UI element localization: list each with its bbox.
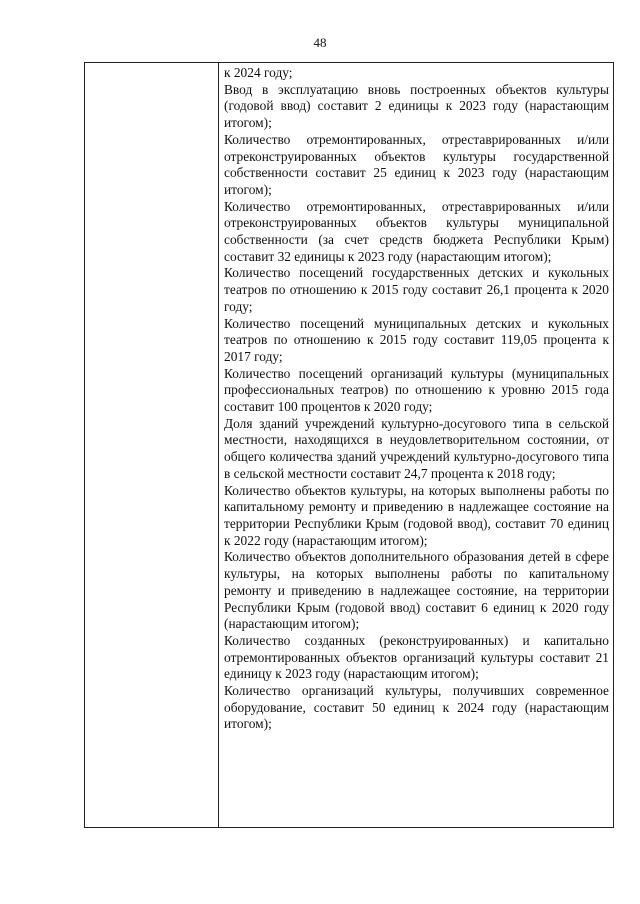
- paragraph: Количество созданных (реконструированных) и капитально отремонтированных объектов организаций культуры составит 21 единицу к 2023 году (нарастающим итогом);: [224, 632, 609, 682]
- table-row: [85, 63, 614, 828]
- paragraph: Количество посещений муниципальных детских и кукольных театров по отношению к 2015 году составит 119,05 процента к 2017 году;: [224, 315, 609, 364]
- paragraph: Ввод в эксплуатацию вновь построенных объектов культуры (годовой ввод) составит 2 единицы к 2023 году (нарастающим итогом);: [224, 81, 609, 131]
- paragraph: Доля зданий учреждений культурно-досугового типа в сельской местности, находящихся в неудовлетворительном состоянии, от общего количества зданий учреждений культурно-досугового типа в сельской местности составит 24,7 процента к 2018 году;: [224, 415, 609, 481]
- page-number: 48: [313, 35, 327, 50]
- indicators-cell: [219, 63, 614, 828]
- paragraph: Количество объектов культуры, на которых выполнены работы по капитальному ремонту и приведению в надлежащее состояние на территории Республики Крым (годовой ввод), составит 70 единиц к 2022 году (нарастающим итогом);: [224, 482, 609, 548]
- left-cell-empty: [85, 63, 219, 828]
- paragraph: Количество отремонтированных, отреставрированных и/или отреконструированных объектов культуры государственной собственности составит 25 единиц к 2023 году (нарастающим итогом);: [224, 131, 609, 197]
- paragraph: Количество объектов дополнительного образования детей в сфере культуры, на которых выполнены работы по капитальному ремонту и приведению в надлежащее состояние, на территории Республики Крым (годовой ввод) составит 6 единиц к 2020 году (нарастающим итогом);: [224, 549, 609, 632]
- indicators-table: [84, 62, 614, 828]
- paragraph: Количество посещений организаций культуры (муниципальных профессиональных театров) по отношению к уровню 2015 года составит 100 процентов к 2020 году;: [224, 365, 609, 415]
- paragraph: Количество организаций культуры, получивших современное оборудование, составит 50 единиц к 2024 году (нарастающим итогом);: [224, 683, 609, 732]
- paragraph: Количество отремонтированных, отреставрированных и/или отреконструированных объектов культуры муниципальной собственности (за счет средств бюджета Республики Крым) составит 32 единицы к 2023 году (нарастающим итогом);: [224, 198, 609, 264]
- paragraph: Количество посещений государственных детских и кукольных театров по отношению к 2015 году составит 26,1 процента к 2020 году;: [224, 265, 609, 314]
- paragraph: к 2024 году;: [224, 65, 293, 80]
